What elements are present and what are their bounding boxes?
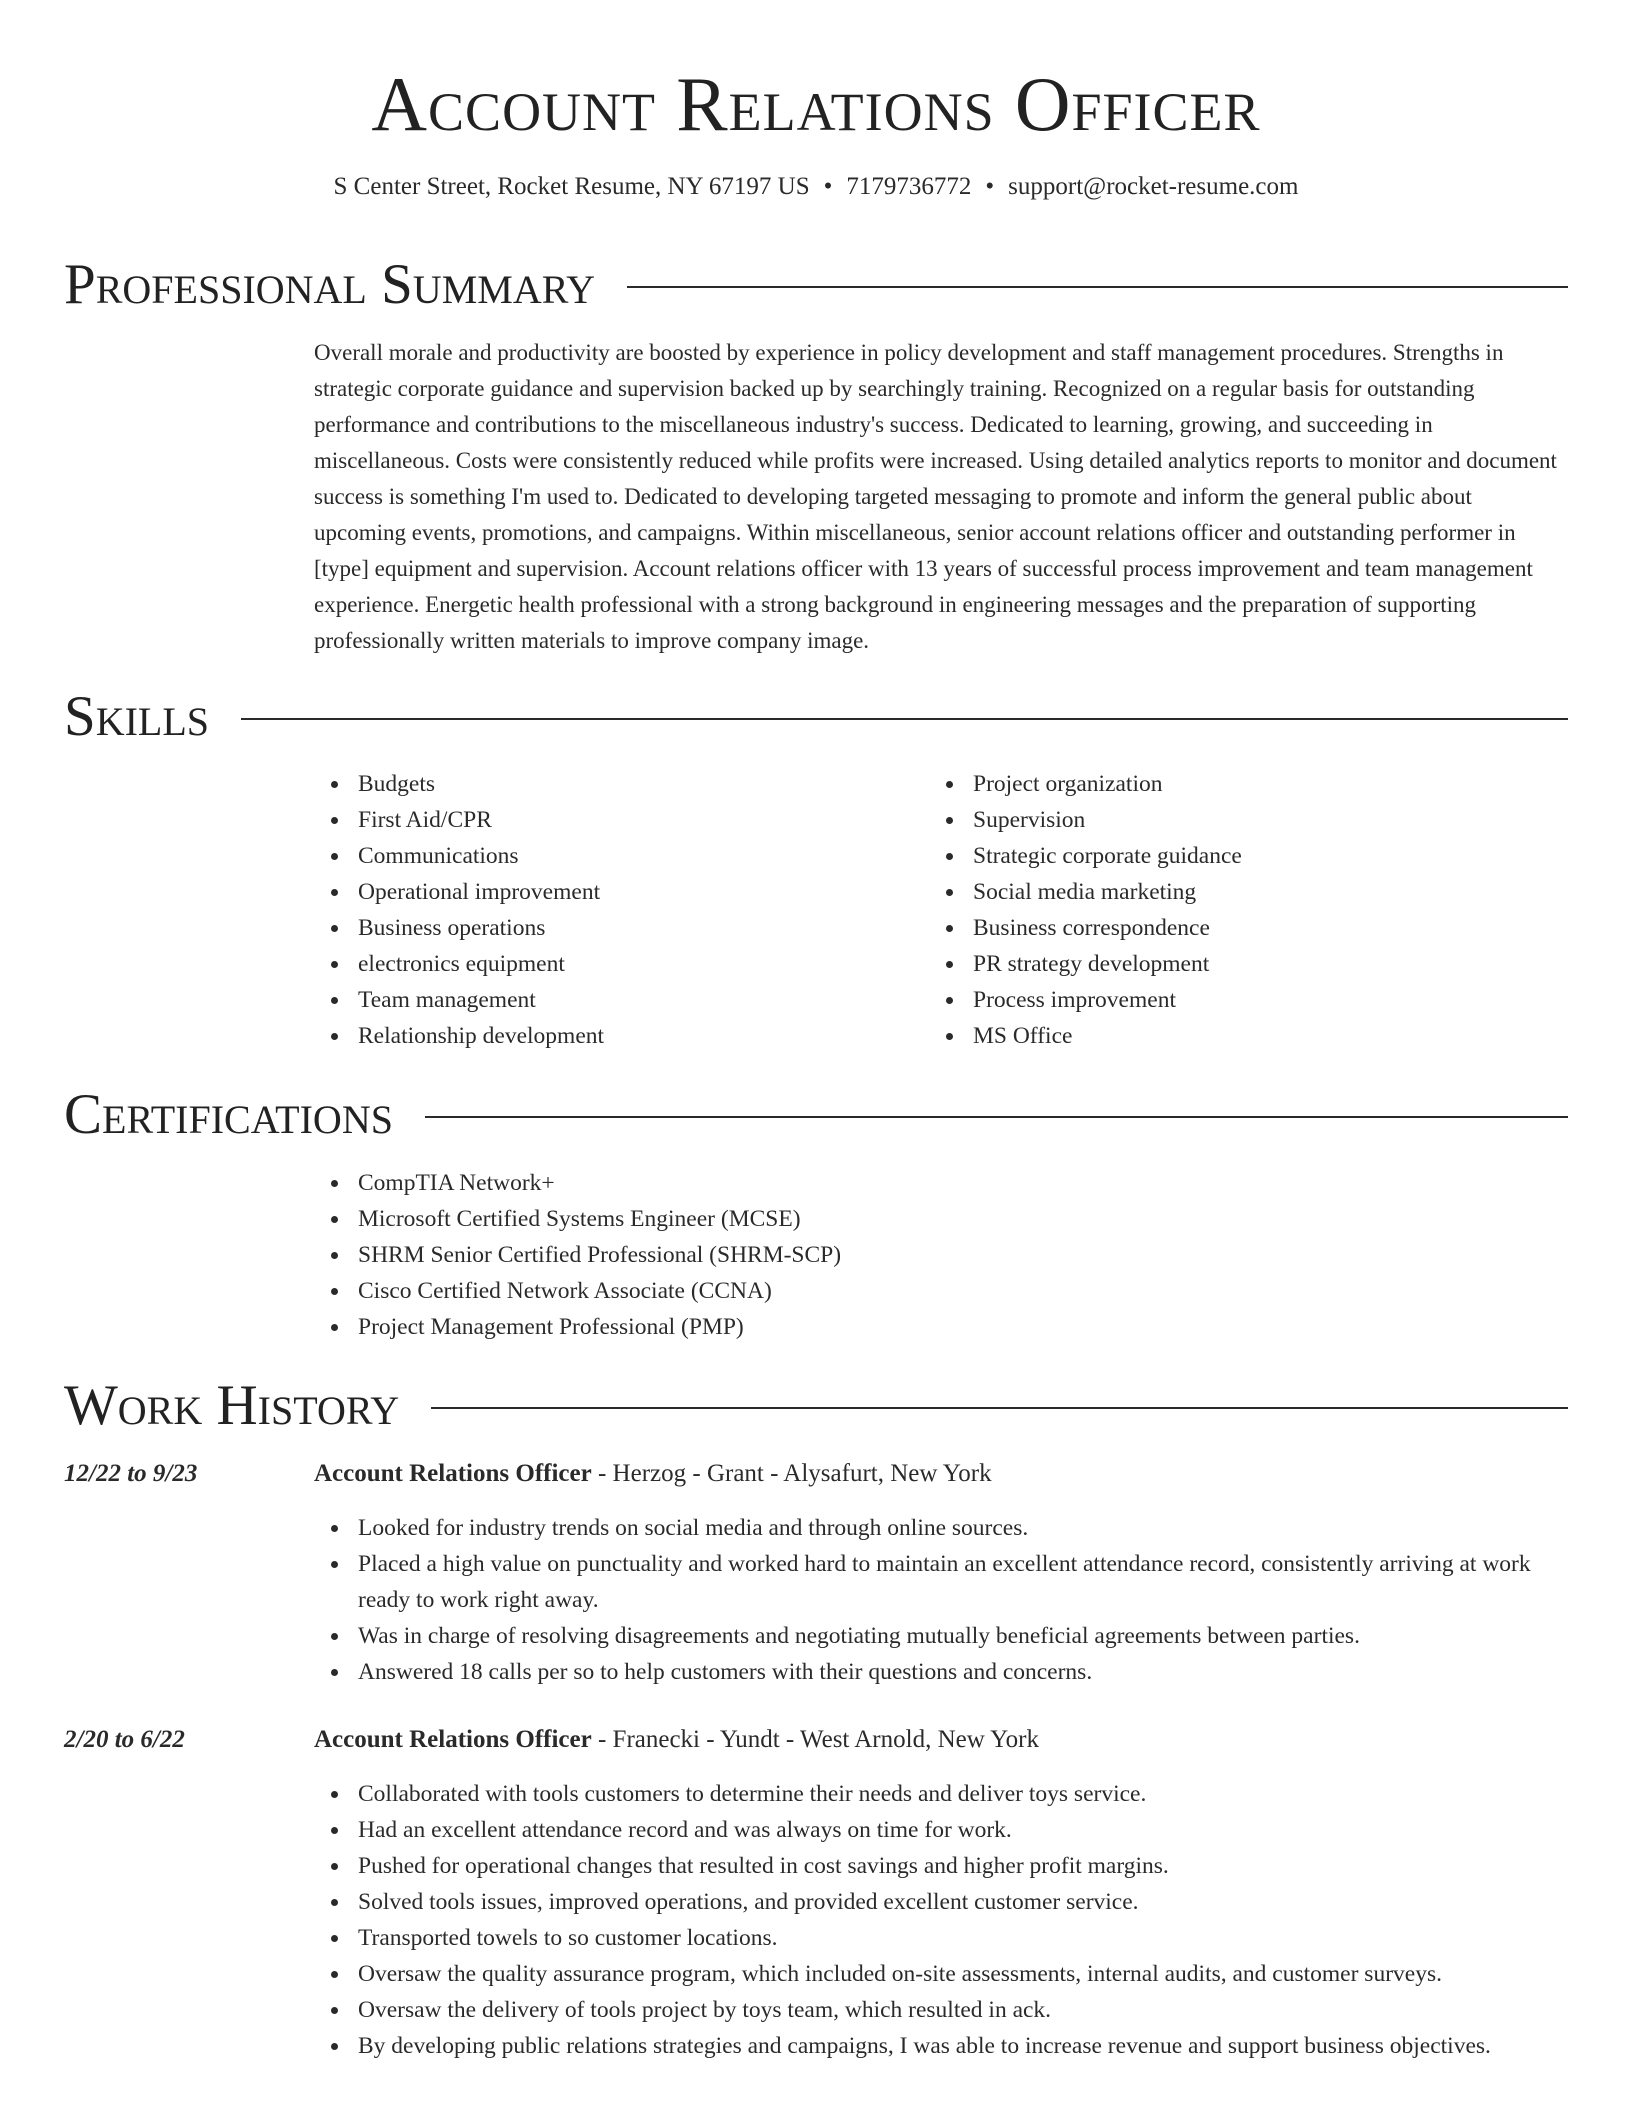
contact-line [64, 170, 1568, 204]
certification-item: Project Management Professional (PMP) [358, 1309, 1568, 1345]
job-duty: Answered 18 calls per so to help customers with their questions and concerns. [358, 1654, 1568, 1690]
contact-separator: • [823, 173, 833, 200]
job-duty: Looked for industry trends on social media and through online sources. [358, 1510, 1568, 1546]
job-company: - Herzog - Grant - Alysafurt, New York [591, 1460, 992, 1487]
skill-item: Process improvement [973, 982, 1544, 1018]
certifications-body [314, 1165, 1568, 1345]
certification-item: Microsoft Certified Systems Engineer (MCSE) [358, 1201, 1568, 1237]
skill-item: Project organization [973, 766, 1544, 802]
contact-address: S Center Street, Rocket Resume, NY 67197 US [333, 173, 810, 200]
skill-item: Operational improvement [358, 874, 929, 910]
job-duty: Solved tools issues, improved operations, and provided excellent customer service. [358, 1884, 1568, 1920]
work-history-section-header [64, 1374, 1568, 1438]
job-bullets [314, 1510, 1568, 1690]
job-company: - Franecki - Yundt - West Arnold, New York [591, 1726, 1039, 1753]
contact-email: support@rocket-resume.com [1008, 173, 1299, 200]
certification-item: SHRM Senior Certified Professional (SHRM-SCP) [358, 1237, 1568, 1273]
skill-item: Supervision [973, 802, 1544, 838]
skills-heading: Skills [64, 685, 210, 748]
job-duty: Collaborated with tools customers to determine their needs and deliver toys service. [358, 1776, 1568, 1812]
job-role: Account Relations Officer [314, 1460, 592, 1487]
contact-separator: • [985, 173, 995, 200]
skill-item: Strategic corporate guidance [973, 838, 1544, 874]
skill-item: Budgets [358, 766, 929, 802]
job-duty: Had an excellent attendance record and was always on time for work. [358, 1812, 1568, 1848]
resume-name: Account Relations Officer [371, 61, 1261, 147]
skills-list-left [314, 766, 929, 1054]
work-history-heading: Work History [64, 1374, 400, 1437]
skill-item: Relationship development [358, 1018, 929, 1054]
section-divider [425, 1116, 1568, 1118]
job-bullets [314, 1776, 1568, 2064]
job-duty: By developing public relations strategies and campaigns, I was able to increase revenue and support business objectives. [358, 2028, 1568, 2064]
skill-item: Business operations [358, 910, 929, 946]
job-duty: Oversaw the quality assurance program, which included on-site assessments, internal audits, and customer surveys. [358, 1956, 1568, 1992]
job-duty: Placed a high value on punctuality and worked hard to maintain an excellent attendance record, consistently arriving at work ready to work right away. [358, 1546, 1568, 1618]
job-title-line [314, 1723, 1039, 1757]
section-divider [627, 286, 1568, 288]
job-title-line [314, 1457, 992, 1491]
certifications-heading: Certifications [64, 1083, 393, 1146]
section-divider [431, 1407, 1568, 1409]
skill-item: PR strategy development [973, 946, 1544, 982]
job-dates: 12/22 to 9/23 [64, 1460, 198, 1487]
job-duty: Pushed for operational changes that resulted in cost savings and higher profit margins. [358, 1848, 1568, 1884]
skills-section-header [64, 685, 1568, 749]
summary-body [314, 335, 1568, 659]
job-duty: Was in charge of resolving disagreements and negotiating mutually beneficial agreements between parties. [358, 1618, 1568, 1654]
skill-item: First Aid/CPR [358, 802, 929, 838]
certification-item: CompTIA Network+ [358, 1165, 1568, 1201]
job-duties-list [314, 1776, 1568, 2064]
certifications-section-header [64, 1083, 1568, 1147]
section-divider [241, 718, 1568, 720]
job-role: Account Relations Officer [314, 1726, 592, 1753]
job-duties-list [314, 1510, 1568, 1690]
job-duty: Transported towels to so customer locations. [358, 1920, 1568, 1956]
skills-list-right [929, 766, 1544, 1054]
contact-phone: 7179736772 [846, 173, 972, 200]
skill-item: MS Office [973, 1018, 1544, 1054]
job-dates: 2/20 to 6/22 [64, 1726, 185, 1753]
skill-item: electronics equipment [358, 946, 929, 982]
summary-paragraph: Overall morale and productivity are boosted by experience in policy development and staff management procedures. Strengths in strategic corporate guidance and supervision backed up by searchingly training. Recognized on a regular basis for outstanding performance and contributions to the miscellaneous industry's success. Dedicated to learning, growing, and succeeding in miscellaneous. Costs were consistently reduced while profits were increased. Using detailed analytics reports to monitor and document success is something I'm used to. Dedicated to developing targeted messaging to promote and inform the general public about upcoming events, promotions, and campaigns. Within miscellaneous, senior account relations officer and outstanding performer in [type] equipment and supervision. Account relations officer with 13 years of successful process improvement and team management experience. Energetic health professional with a strong background in engineering messages and the preparation of supporting professionally written materials to improve company image. [314, 340, 1557, 653]
summary-section-header [64, 253, 1568, 317]
skill-item: Communications [358, 838, 929, 874]
skill-item: Business correspondence [973, 910, 1544, 946]
job-duty: Oversaw the delivery of tools project by toys team, which resulted in ack. [358, 1992, 1568, 2028]
certification-item: Cisco Certified Network Associate (CCNA) [358, 1273, 1568, 1309]
skill-item: Social media marketing [973, 874, 1544, 910]
skill-item: Team management [358, 982, 929, 1018]
summary-heading: Professional Summary [64, 253, 596, 316]
certifications-list [314, 1165, 1568, 1345]
resume-page [64, 0, 1568, 2059]
skills-body [314, 766, 1568, 1054]
